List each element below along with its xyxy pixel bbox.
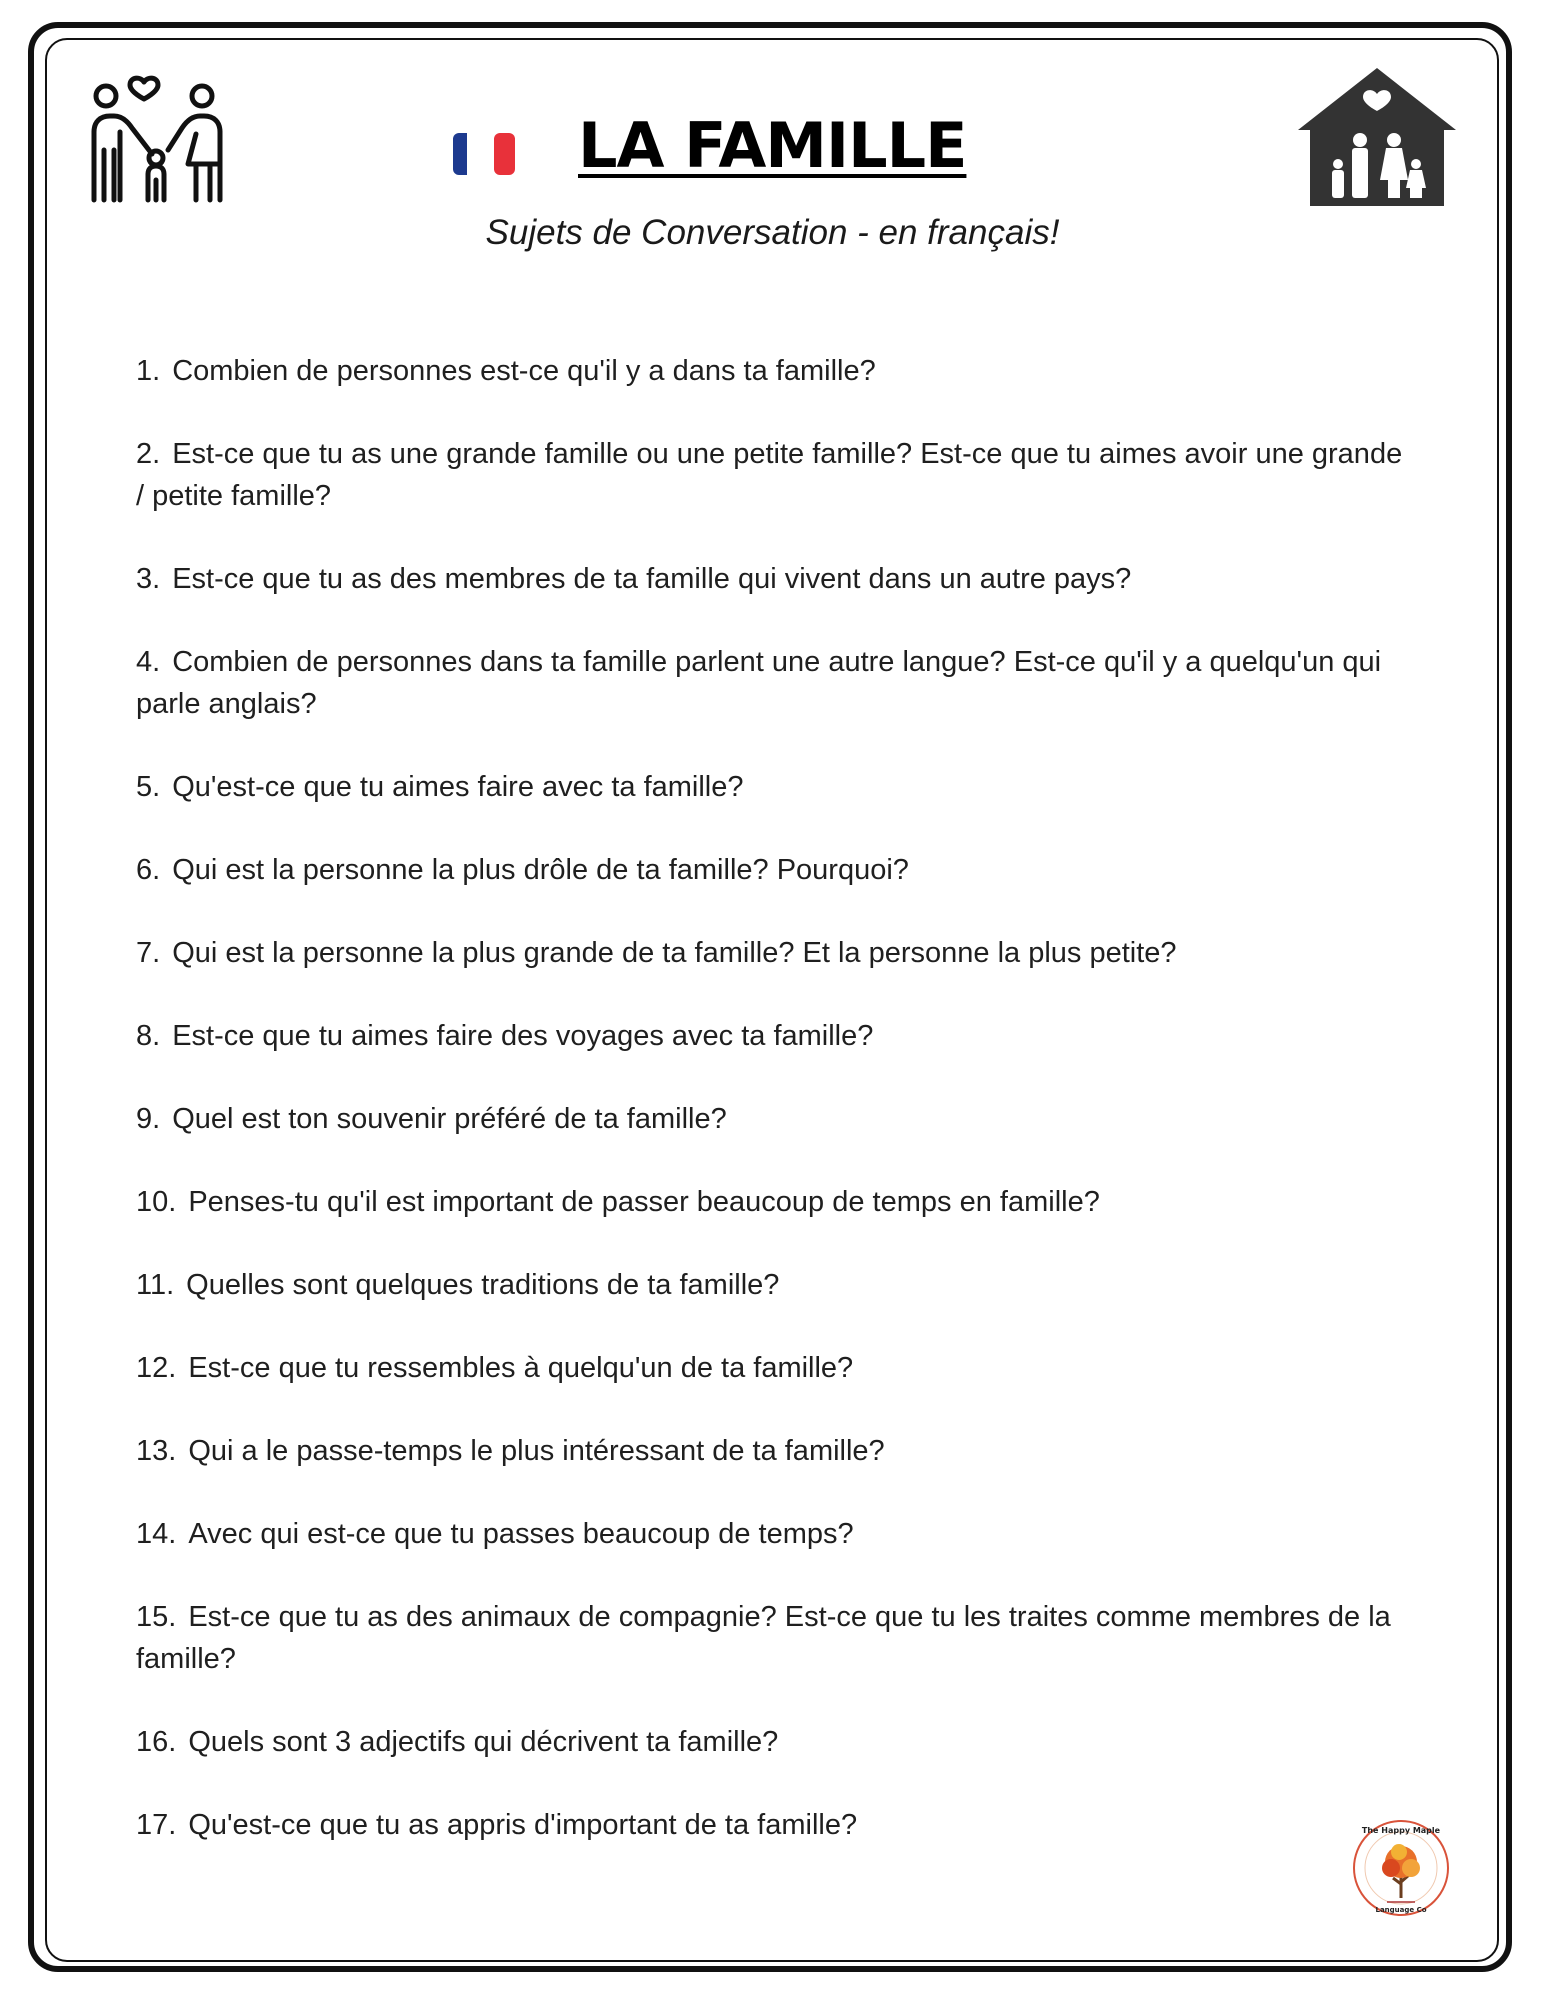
question-item: 2. Est-ce que tu as une grande famille ou une petite famille? Est-ce que tu aimes avoir une grande / petite famille? [136,438,1403,512]
question-item: 10. Penses-tu qu'il est important de passer beaucoup de temps en famille? [136,1186,1100,1218]
question-item: 15. Est-ce que tu as des animaux de compagnie? Est-ce que tu les traites comme membres de la famille? [136,1601,1391,1675]
house-with-family-icon [1296,68,1458,206]
question-item: 7. Qui est la personne la plus grande de ta famille? Et la personne la plus petite? [136,937,1177,969]
question-item: 9. Quel est ton souvenir préféré de ta famille? [136,1103,727,1135]
happy-maple-logo [1351,1818,1451,1918]
logo-bottom-text: Language Co [1375,1906,1427,1914]
question-item: 1. Combien de personnes est-ce qu'il y a dans ta famille? [136,355,876,387]
question-item: 11. Quelles sont quelques traditions de ta famille? [136,1269,780,1301]
logo-top-text: The Happy Maple [1361,1826,1441,1835]
question-list [136,350,1416,1887]
question-item: 16. Quels sont 3 adjectifs qui décrivent ta famille? [136,1726,779,1758]
page-subtitle: Sujets de Conversation - en français! [485,213,1060,252]
question-item: 13. Qui a le passe-temps le plus intéressant de ta famille? [136,1435,885,1467]
question-item: 5. Qu'est-ce que tu aimes faire avec ta famille? [136,771,744,803]
family-with-heart-icon [84,70,234,206]
question-item: 3. Est-ce que tu as des membres de ta famille qui vivent dans un autre pays? [136,563,1132,595]
question-item: 8. Est-ce que tu aimes faire des voyages avec ta famille? [136,1020,874,1052]
question-item: 4. Combien de personnes dans ta famille parlent une autre langue? Est-ce qu'il y a quelqu'un qui parle anglais? [136,646,1382,720]
question-item: 6. Qui est la personne la plus drôle de ta famille? Pourquoi? [136,854,909,886]
french-flag-icon [453,133,515,175]
page-title: LA FAMILLE [578,109,967,182]
question-item: 12. Est-ce que tu ressembles à quelqu'un de ta famille? [136,1352,854,1384]
question-item: 14. Avec qui est-ce que tu passes beaucoup de temps? [136,1518,854,1550]
question-item: 17. Qu'est-ce que tu as appris d'important de ta famille? [136,1809,858,1841]
